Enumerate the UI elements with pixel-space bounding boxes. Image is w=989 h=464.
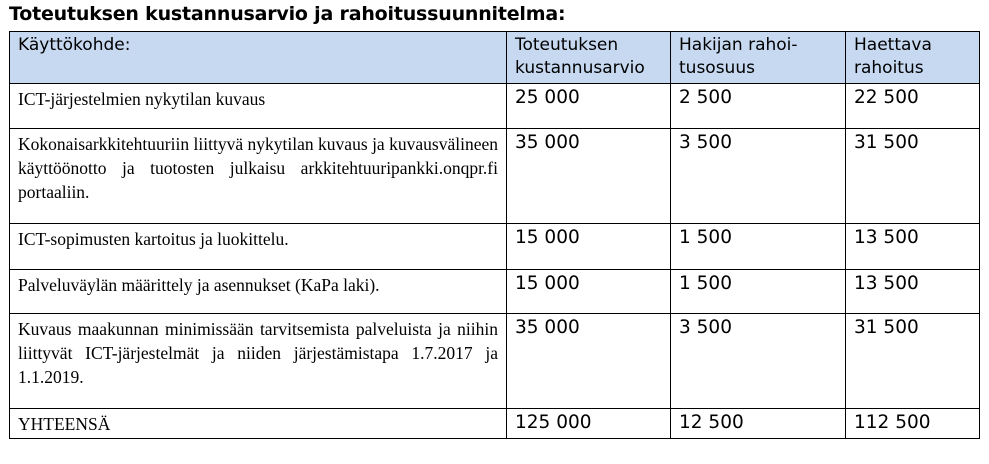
row-kustannusarvio: 35 000 [507, 314, 671, 409]
row-hakijan-osuus: 1 500 [671, 224, 846, 270]
total-haettava: 112 500 [846, 409, 980, 439]
page-title: Toteutuksen kustannusarvio ja rahoitussuunnitelma: [9, 3, 566, 25]
row-kustannusarvio: 15 000 [507, 224, 671, 270]
table-row [10, 314, 980, 409]
table-row [10, 84, 980, 129]
budget-table [9, 31, 980, 439]
row-haettava: 13 500 [846, 270, 980, 314]
table-row [10, 224, 980, 270]
total-kustannusarvio: 125 000 [507, 409, 671, 439]
row-haettava: 31 500 [846, 314, 980, 409]
row-kustannusarvio: 25 000 [507, 84, 671, 129]
row-kustannusarvio: 15 000 [507, 270, 671, 314]
table-row [10, 270, 980, 314]
table-row [10, 129, 980, 224]
row-kohde: ICT-sopimusten kartoitus ja luokittelu. [10, 224, 507, 270]
table-total-row [10, 409, 980, 439]
header-hakijan-osuus: Hakijan rahoi-tusosuus [671, 32, 846, 84]
row-haettava: 22 500 [846, 84, 980, 129]
table-header-row [10, 32, 980, 84]
row-kohde: Palveluväylän määrittely ja asennukset (KaPa laki). [10, 270, 507, 314]
total-label: YHTEENSÄ [10, 409, 507, 439]
row-hakijan-osuus: 1 500 [671, 270, 846, 314]
header-kayttokohde: Käyttökohde: [10, 32, 507, 84]
row-kustannusarvio: 35 000 [507, 129, 671, 224]
header-kustannusarvio: Toteutuksen kustannusarvio [507, 32, 671, 84]
row-hakijan-osuus: 3 500 [671, 314, 846, 409]
row-haettava: 31 500 [846, 129, 980, 224]
header-haettava: Haettava rahoitus [846, 32, 980, 84]
row-kohde: Kuvaus maakunnan minimissään tarvitsemista palveluista ja niihin liittyvät ICT-järjestelmät ja niiden järjestämistapa 1.7.2017 ja 1.1.2019. [10, 314, 507, 409]
row-haettava: 13 500 [846, 224, 980, 270]
row-hakijan-osuus: 3 500 [671, 129, 846, 224]
row-kohde: ICT-järjestelmien nykytilan kuvaus [10, 84, 507, 129]
row-kohde: Kokonaisarkkitehtuuriin liittyvä nykytilan kuvaus ja kuvausvälineen käyttöönotto ja tuotosten julkaisu arkkitehtuuripankki.onqpr.fi portaaliin. [10, 129, 507, 224]
row-hakijan-osuus: 2 500 [671, 84, 846, 129]
total-hakijan-osuus: 12 500 [671, 409, 846, 439]
